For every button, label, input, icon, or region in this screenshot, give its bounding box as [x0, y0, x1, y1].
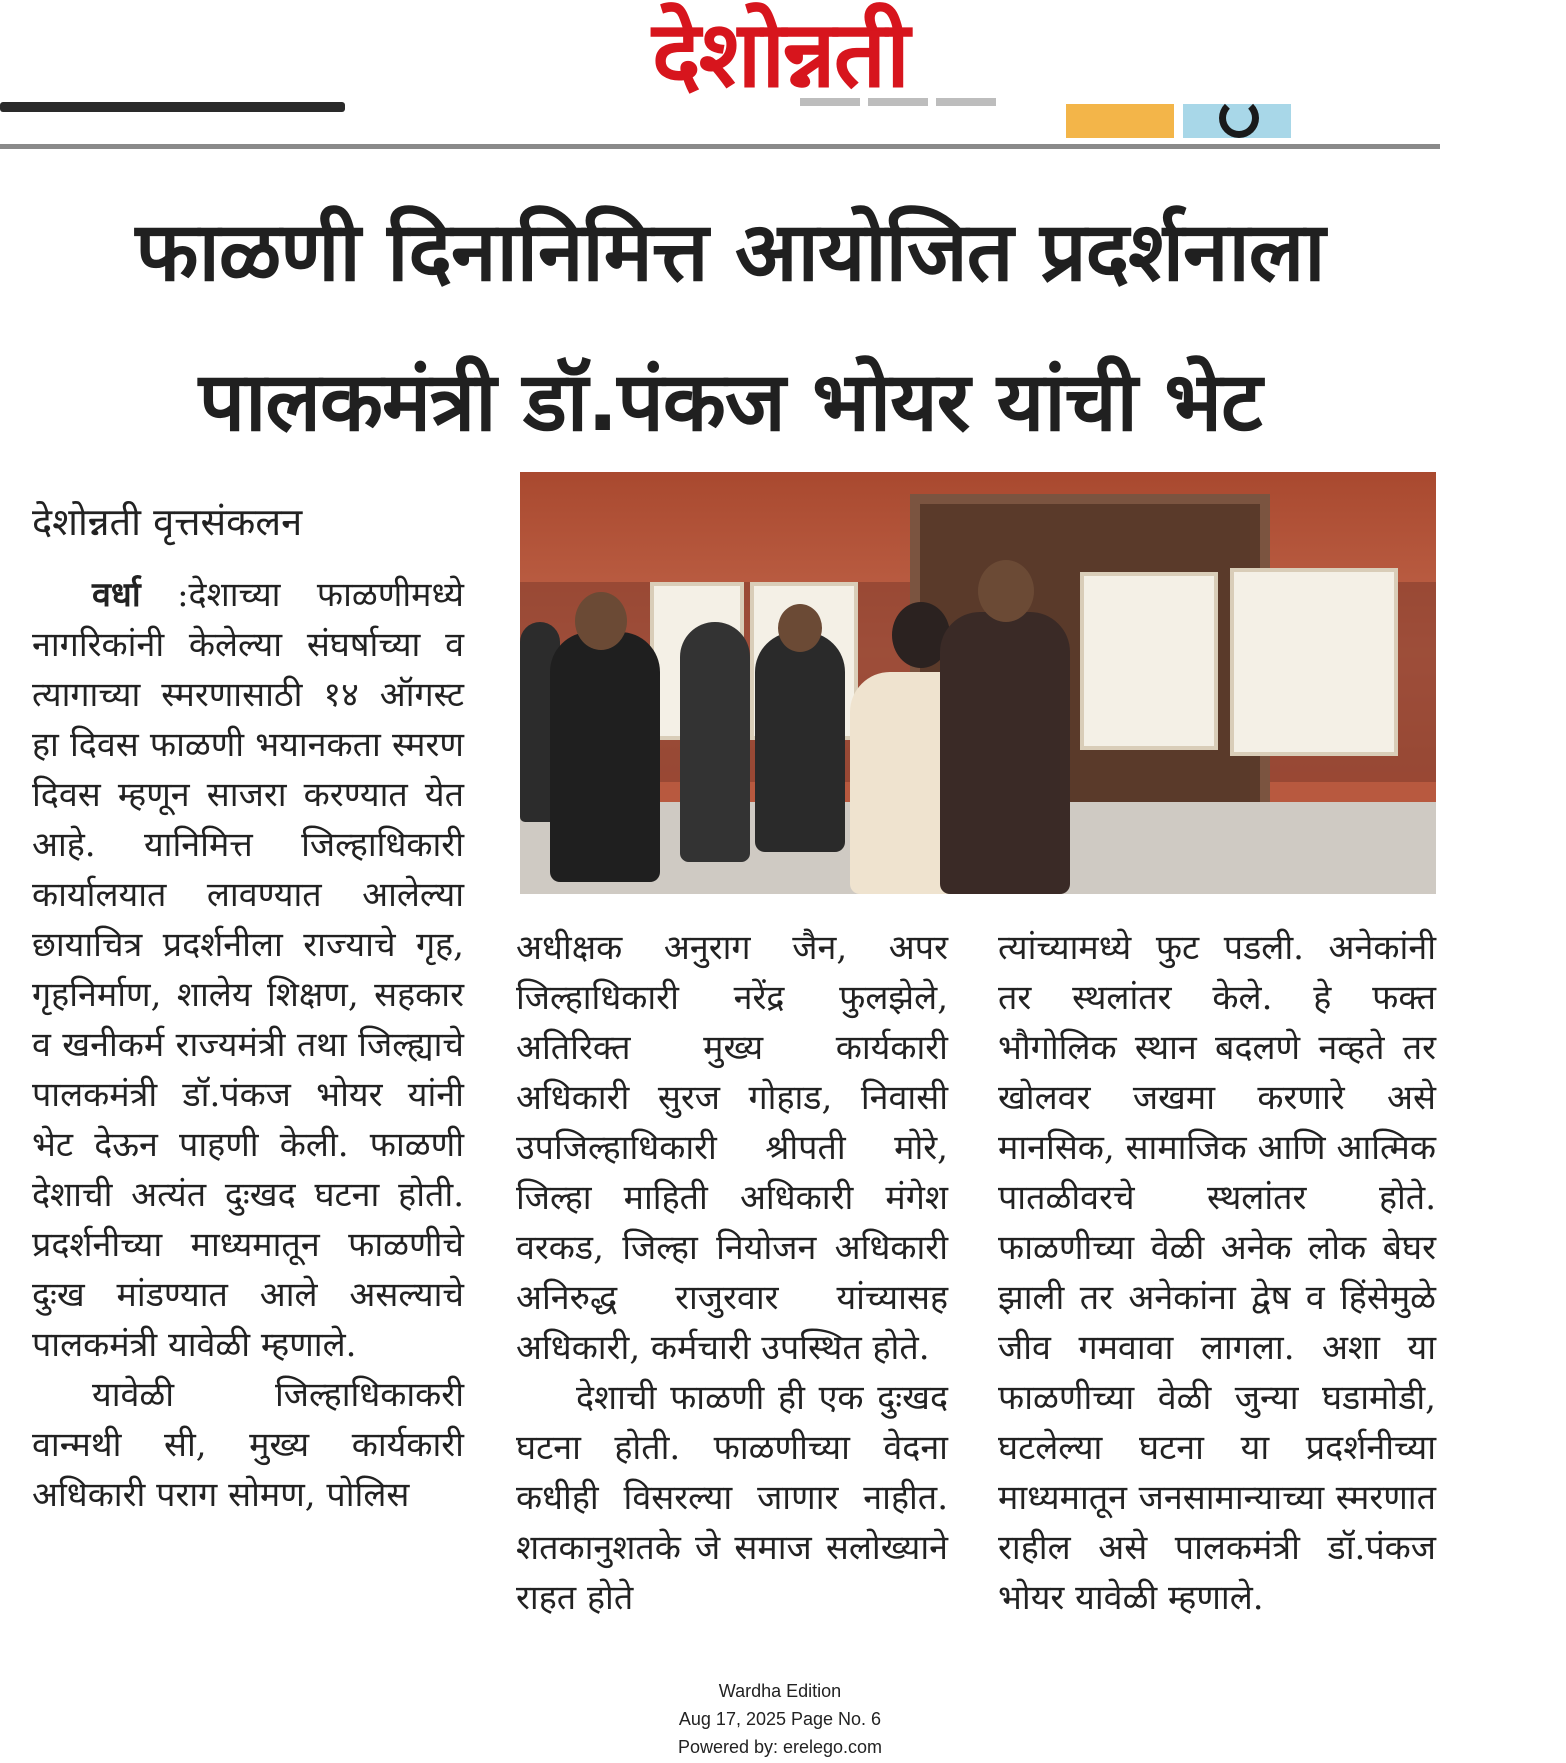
date-page-label: Aug 17, 2025 Page No. 6	[678, 1709, 882, 1729]
article-paragraph: अधीक्षक अनुराग जैन, अपर जिल्हाधिकारी नरेंद्र फुलझेले, अतिरिक्त मुख्य कार्यकारी अधिकारी सुरज गोहाड, निवासी उपजिल्हाधिकारी श्रीपती मोरे, जिल्हा माहिती अधिकारी मंगेश वरकड, जिल्हा नियोजन अधिकारी अनिरुद्ध राजुरवार यांच्यासह अधिकारी, कर्मचारी उपस्थित होते.	[516, 928, 948, 1368]
article-paragraph: त्यांच्यामध्ये फुट पडली. अनेकांनी तर स्थलांतर केले. हे फक्त भौगोलिक स्थान बदलणे नव्हते तर खोलवर जखमा करणारे असे मानसिक, सामाजिक आणि आत्मिक पातळीवरचे स्थलांतर होते. फाळणीच्या वेळी अनेक लोक बेघर झाली तर अनेकांना द्वेष व हिंसेमुळे जीव गमवावा लागला. अशा या फाळणीच्या वेळी जुन्या घडामोडी, घटलेल्या घटना या प्रदर्शनीच्या माध्यमातून जनसामान्याच्या स्मरणात राहील असे पालकमंत्री डॉ.पंकज भोयर यावेळी म्हणाले.	[998, 928, 1436, 1618]
masthead-rule	[0, 144, 1440, 149]
dateline-place: वर्धा	[92, 575, 141, 615]
headline-line-1: फाळणी दिनानिमित्त आयोजित प्रदर्शनाला	[135, 205, 1325, 300]
article-paragraph	[32, 570, 464, 1370]
article-paragraph: देशाची फाळणी ही एक दुःखद घटना होती. फाळणीच्या वेदना कधीही विसरल्या जाणार नाहीत. शतकानुशतके जे समाज सलोख्याने राहत होते	[516, 1378, 948, 1618]
article-column-2	[516, 923, 948, 1623]
blue-color-block	[1183, 104, 1291, 138]
orange-color-block	[1066, 104, 1174, 138]
article-paragraph: यावेळी जिल्हाधिकाकरी वान्मथी सी, मुख्य कार्यकारी अधिकारी पराग सोमण, पोलिस	[32, 1375, 464, 1515]
headline	[20, 178, 1440, 478]
clipped-masthead-text	[0, 88, 350, 114]
edition-label: Wardha Edition	[718, 1681, 842, 1701]
paragraph-text: :देशाच्या फाळणीमध्ये नागरिकांनी केलेल्या संघर्षाच्या व त्यागाच्या स्मरणासाठी १४ ऑगस्ट हा दिवस फाळणी भयानकता स्मरण दिवस म्हणून साजरा करण्यात येत आहे. यानिमित्त जिल्हाधिकारी कार्यालयात लावण्यात आलेल्या छायाचित्र प्रदर्शनीला राज्याचे गृह, गृहनिर्माण, शालेय शिक्षण, सहकार व खनीकर्म राज्यमंत्री तथा जिल्ह्याचे पालकमंत्री डॉ.पंकज भोयर यांनी भेट देऊन पाहणी केली. फाळणी देशाची अत्यंत दुःखद घटना होती. प्रदर्शनीच्या माध्यमातून फाळणीचे दुःख मांडण्यात आले असल्याचे पालकमंत्री यावेळी म्हणाले.	[32, 575, 464, 1365]
decorative-strip	[800, 98, 1020, 116]
article-column-1	[32, 570, 464, 1520]
page-footer	[520, 1677, 1040, 1761]
article-column-3	[998, 923, 1436, 1623]
search-glyph-icon	[1219, 98, 1259, 138]
event-photo	[520, 472, 1436, 894]
masthead	[0, 0, 1440, 150]
byline: देशोन्नती वृत्तसंकलन	[32, 500, 303, 544]
headline-line-2: पालकमंत्री डॉ.पंकज भोयर यांची भेट	[198, 355, 1262, 450]
powered-by-label: Powered by: erelego.com	[677, 1737, 883, 1757]
newspaper-logo: देशोन्नती	[652, 1, 908, 108]
